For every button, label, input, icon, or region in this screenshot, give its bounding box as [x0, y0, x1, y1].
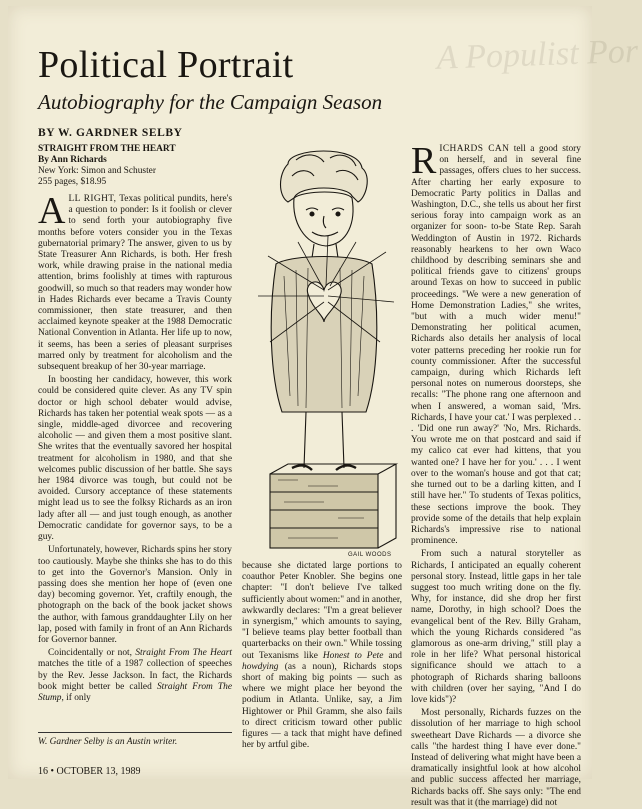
italic-phrase: Honest to Pete: [322, 650, 384, 661]
lead-in: ICHARDS CAN: [439, 144, 510, 154]
divider: [38, 732, 232, 733]
book-title: STRAIGHT FROM THE HEART: [38, 144, 176, 154]
text-run: and: [383, 650, 402, 661]
text-run: because she dictated large portions to coauthor Peter Knobler. She begins one chapter: "I don't believe I've talked sufficiently about women:" and in another, awkwardly declares: "I'm a great believer in synergism," which amounts to saying, "I believe teams play better football than quarterbacks on their own." While tossing out Texanisms like: [242, 561, 403, 661]
paragraph-text: Texas political pundits, here's a question to ponder: Is it foolish or clever to send forth your autobiography five months before voters consider you in the Texas gubernatorial primary? The answer, given to us by State Treasurer Ann Richards, is both. Her fresh work, while drawing praise in the national media attention, brims foolishly at times with rapturous goodwill, so much so that readers may wonder how in Hades Richards ever became a Travis County commissioner, then state treasurer, and then acclaimed keynote speaker at the 1988 Democratic National Convention in Atlanta. Her life up to now, it seems, has been a series of pleasant surprises marred only by treatment for alcoholism and the subsequent breakup of her 30-year marriage.: [38, 194, 232, 373]
byline: BY W. GARDNER SELBY: [38, 127, 183, 139]
drop-cap: A: [38, 190, 66, 232]
article-title: Political Portrait: [38, 44, 294, 86]
italic-title: Straight From The Stump: [38, 681, 232, 703]
book-author: By Ann Richards: [38, 155, 107, 165]
page-folio: 16 • OCTOBER 13, 1989: [38, 766, 141, 777]
paragraph-text: tell a good story on herself, and in several fine passages, offers clues to her success. After charting her early exposure to Democratic Party politics in Dallas and Washington, D.C., she tells us about her first serious foray into campaign work as an organizer for soon- to-be State Rep. Sarah Weddington of Austin in 1972. Richards reasonably hearkens to her own Waco childhood by describing seminars she and political friends gave to citizens' groups around Texas on how to succeed in public proceedings. "We were a new generation of Home Demonstration Ladies," she writes, "but with a much wider menu!" Demonstrating her political acumen, Richards also details her analysis of local voter patterns preceding her rookie run for county commissioner. After the successful campaign, during which Richards left personal notes on numerous doorsteps, she recalls: "The phone rang one afternoon and when I answered, a woman said, 'Mrs. Richards, I have your cat.' I was perplexed . . . 'Did one run away?' 'No, Mrs. Richards. You wrote me on that postcard and said if my calico cat ever had kittens, that you wanted one? I have her for you.' . . . I went over to the woman's house and got that cat; she turned out to be a darling kitten, and I still have her." To students of Texas politics, these sections improve the book. They provide some of the details that help explain Richards's impressive rise to national prominence.: [411, 144, 581, 547]
italic-phrase: howdying: [242, 661, 279, 672]
text-run: matches the title of a 1987 collection of speeches by the Rev. Jesse Jackson. In fact, the Richards book might better be called: [38, 659, 232, 692]
magazine-page: [8, 6, 639, 808]
author-bio: W. Gardner Selby is an Austin writer.: [38, 737, 178, 747]
lead-in: LL RIGHT,: [68, 194, 117, 204]
paragraph: From such a natural storyteller as Richards, I anticipated an equally coherent personal story. Instead, little gaps in her tale suggest too much writing done on the fly. Why, for instance, did she drop her first name, Dorothy, in high school? Does the evangelical bent of the Rev. Billy Graham, which the young Richards considered "as glamorous as one-arm driving," still play a role in her life? What personal historical significance should we attach to a photograph of Richards sharing balloons with children (over her saying, "And I do love kids")?: [411, 549, 581, 705]
article-header: [38, 44, 578, 139]
book-details: 255 pages, $18.95: [38, 177, 107, 187]
column-3: [411, 140, 581, 809]
text-run: Coincidentally or not,: [48, 648, 136, 659]
text-run: , if only: [61, 692, 91, 703]
paragraph: Unfortunately, however, Richards spins her story too cautiously. Maybe she thinks she has to do this to get into the Governor's Mansion. Only in passing does she mention her hope of (even one day) becoming governor. Yet, craftily enough, the photograph on the back of the book jacket shows the author, with famous granddaughter Lily on her lap, posed with family in front of an Ann Richards for Governor banner.: [38, 545, 232, 645]
paragraph: In boosting her candidacy, however, this work could be considered quite clever. As any TV spin doctor or high school debater would advise, Richards has taken her potential weak spots — as a single, middle-aged divorcee and recovering alcoholic — and given them a most positive slant. She writes that the eventually savored her hospital treatment for alcoholism in 1980, and that she welcomes public discussion of her battle. She says her 1984 divorce was tough, but could not be avoided. Cursory acceptance of these statements might lead us to see the folksy Richards as an iron lady after all — and just tough enough, as another Democratic candidate for governor says, to be a guy.: [38, 375, 232, 543]
column-2: [242, 561, 402, 751]
bleed-through-text: A Populist Por: [435, 32, 639, 77]
paragraph: Most personally, Richards fuzzes on the dissolution of her marriage to high school sweetheart Dave Richards — a divorce she calls "the hardest thing I have ever done." Instead of delivering what might have been a dramatically insightful look at how alcohol and public success affected her marriage, Richards backs off. She says only: "The end result was that it (the marriage) did not: [411, 708, 581, 808]
text-run: (as a noun), Richards stops short of making big points — such as where we might place her beyond the podium in Atlanta. Unlike, say, a Jim Hightower or Phil Gramm, she also fails to direct criticism toward other public figures — a tack that might have defined her by artful gibe.: [242, 661, 402, 751]
article-subtitle: Autobiography for the Campaign Season: [38, 90, 383, 114]
illustration-credit: GAIL WOODS: [348, 552, 392, 558]
paragraph: [242, 561, 402, 751]
drop-cap: R: [411, 140, 437, 182]
book-publisher: New York: Simon and Schuster: [38, 166, 156, 176]
book-info: [38, 144, 232, 188]
paragraph: [411, 140, 581, 547]
paragraph: [38, 190, 232, 373]
italic-title: Straight From The Heart: [135, 648, 232, 659]
paragraph: [38, 648, 232, 704]
column-1: [38, 144, 232, 704]
caricature-illustration: [248, 146, 400, 558]
